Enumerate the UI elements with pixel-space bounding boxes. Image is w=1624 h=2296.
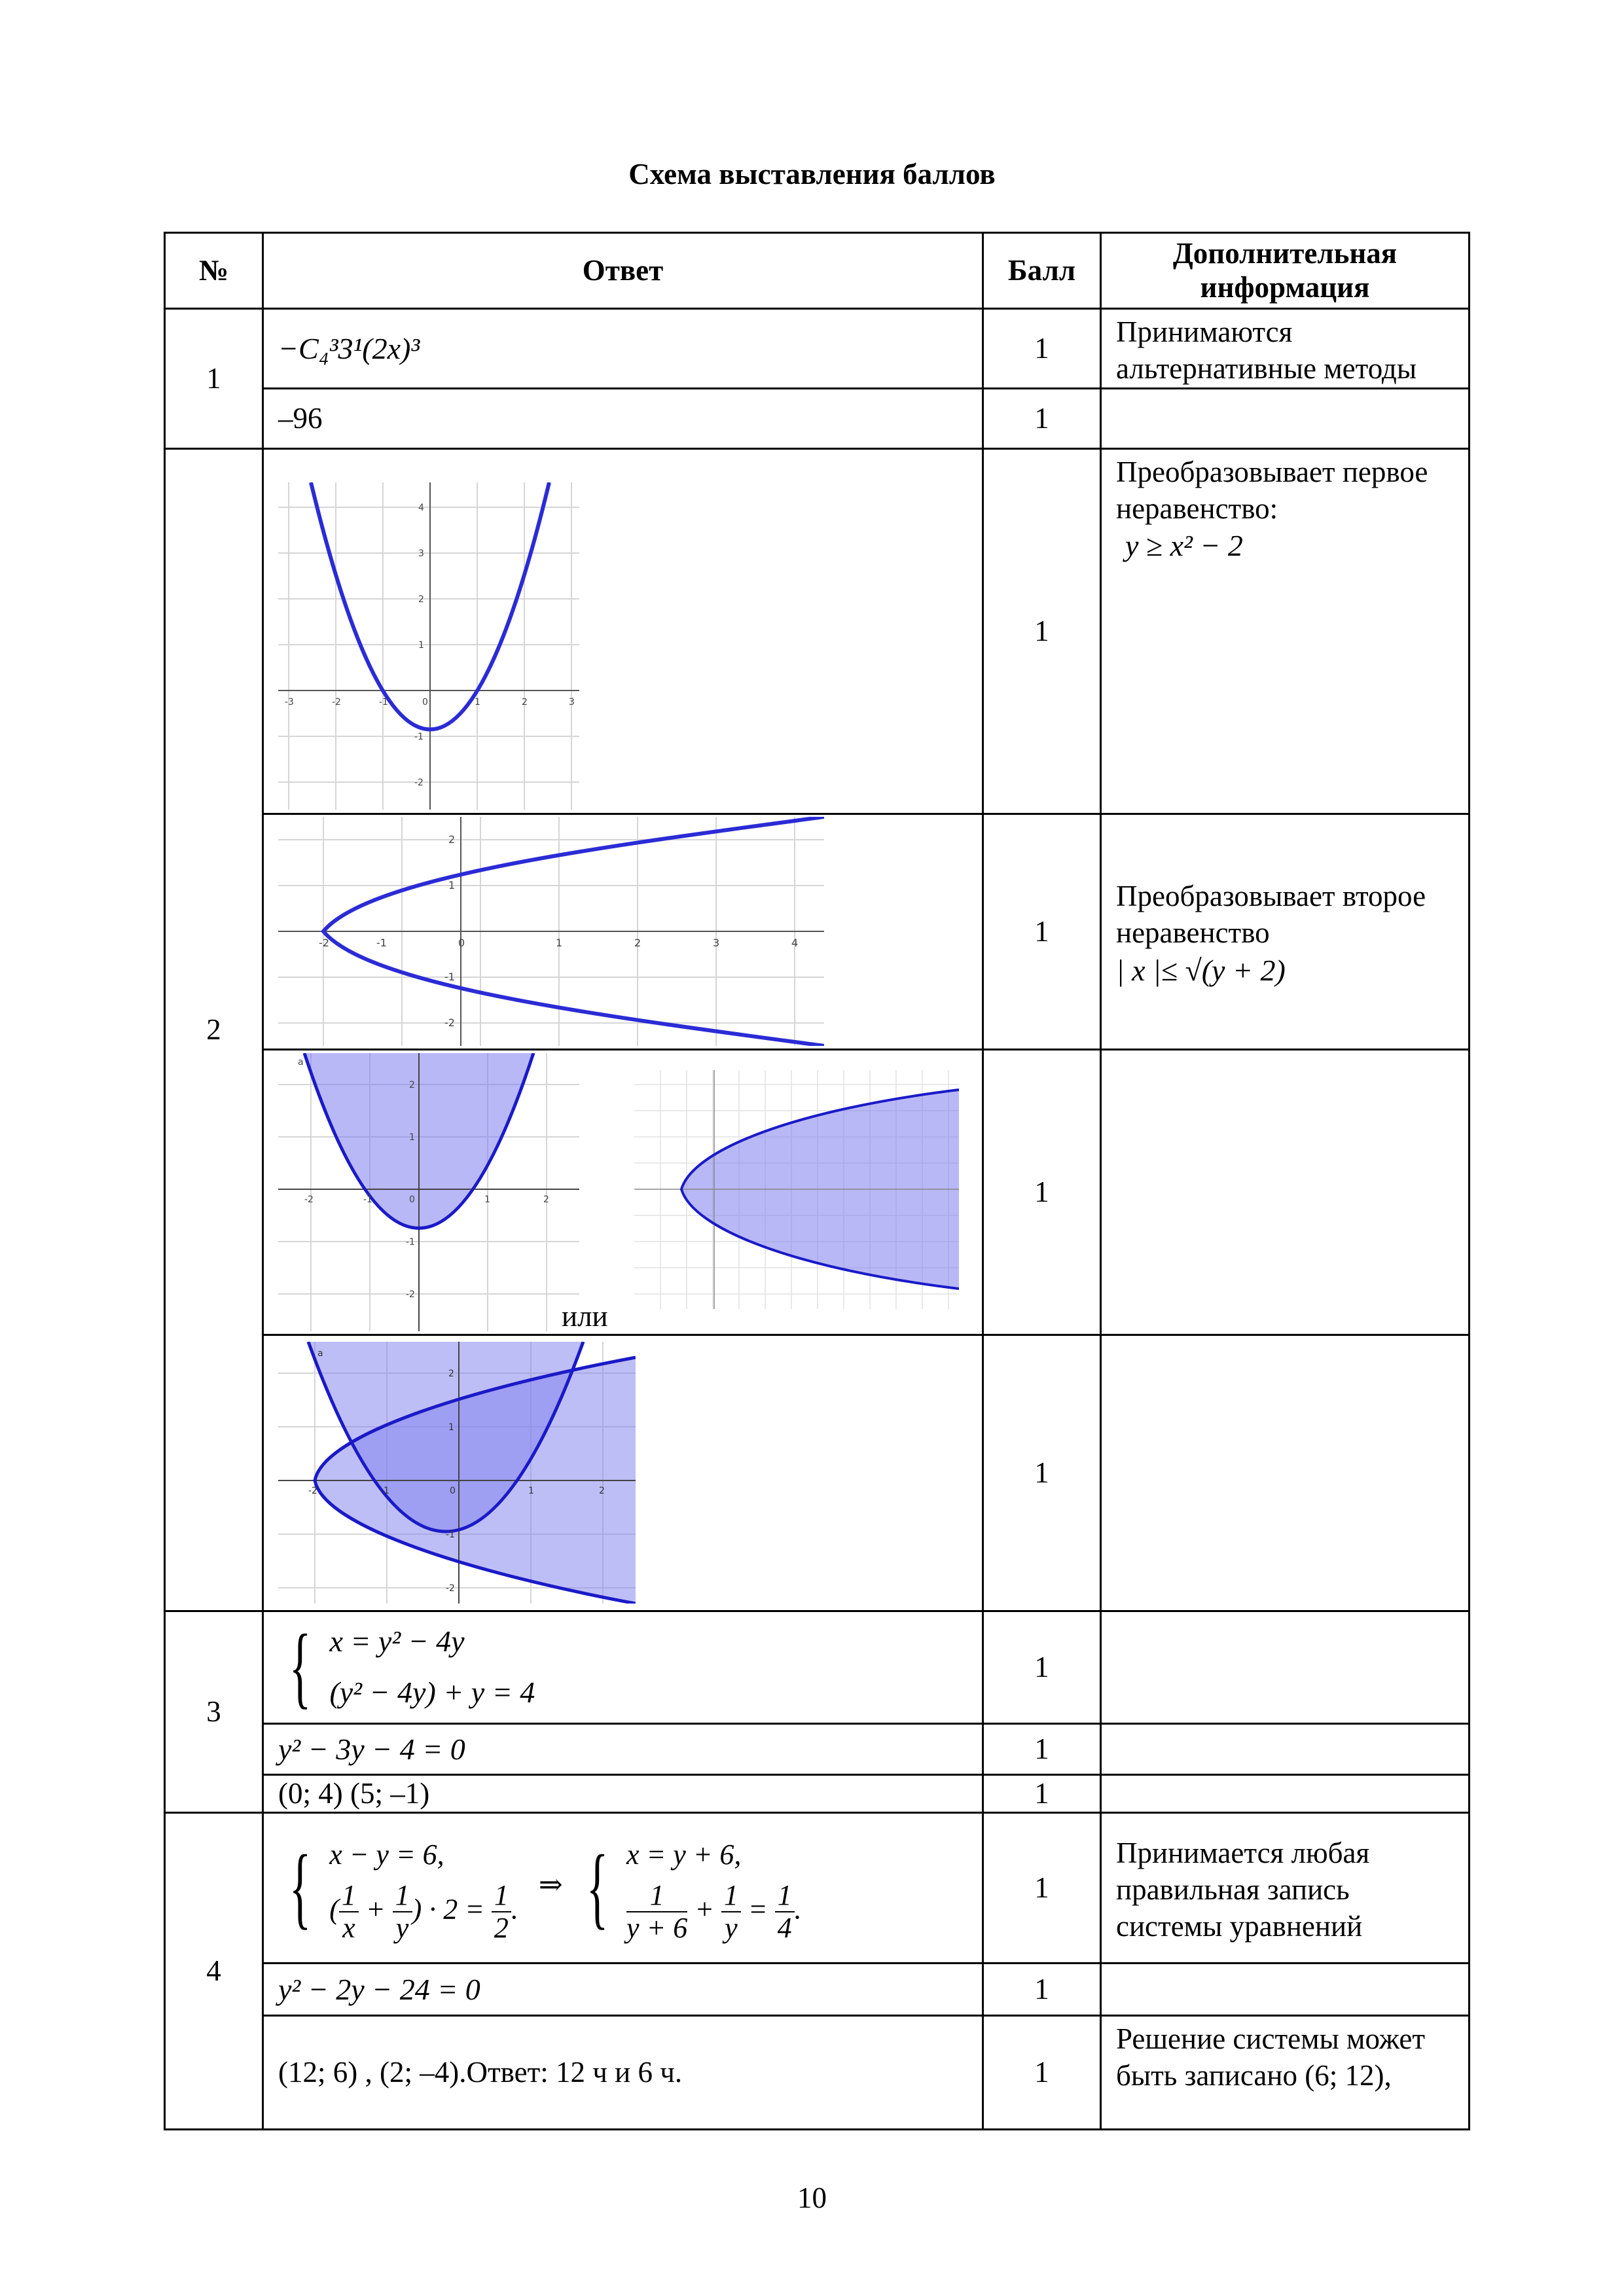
tick-label: -1 — [376, 937, 387, 949]
info-cell: Принимается любая правильная запись системы уравнений — [1101, 1812, 1470, 1963]
graph-sideways-parabola — [278, 817, 824, 1046]
tick-label: 2 — [418, 594, 424, 605]
implies-arrow: ⇒ — [538, 1869, 563, 1901]
answer-cell — [263, 1611, 983, 1723]
score-cell: 1 — [983, 448, 1101, 814]
tick-label: -1 — [380, 1486, 389, 1496]
table-row — [165, 309, 1470, 389]
info-cell — [1101, 1049, 1470, 1335]
tick-label: 2 — [543, 1194, 549, 1205]
info-cell — [1101, 1723, 1470, 1774]
answer-formula: −C₄³3¹(2x)³ — [278, 331, 420, 365]
info-formula: y ≥ x² − 2 — [1125, 529, 1243, 562]
tick-label: -1 — [406, 1236, 415, 1247]
equation-line: ( $\frac{1}{x}$ + $\frac{1}{y}$ ) · 2 = $\frac{1}{2}$ . — [329, 1879, 518, 1945]
table-row — [165, 1723, 1470, 1774]
question-number: 1 — [165, 309, 263, 449]
score-cell: 1 — [983, 388, 1101, 448]
tick-label: 2 — [522, 696, 528, 708]
score-cell: 1 — [983, 1723, 1101, 1774]
answer-cell: (12; 6) , (2; –4).Ответ: 12 ч и 6 ч. — [263, 2015, 983, 2129]
answer-cell — [263, 309, 983, 389]
score-cell: 1 — [983, 814, 1101, 1049]
table-row — [165, 1049, 1470, 1335]
tick-label: 2 — [448, 1369, 454, 1379]
graph-shaded-sideways-parabola — [634, 1070, 959, 1309]
score-cell: 1 — [983, 1335, 1101, 1611]
tick-label: 3 — [713, 937, 720, 949]
tick-label: -1 — [363, 1194, 372, 1205]
info-cell — [1101, 1774, 1470, 1812]
info-cell: Решение системы может быть записано (6; 12), — [1101, 2015, 1470, 2129]
tick-label: -2 — [446, 1583, 455, 1594]
score-cell: 1 — [983, 1774, 1101, 1812]
tick-label: -2 — [308, 1486, 317, 1496]
equation-line: x = y + 6, — [626, 1839, 742, 1871]
equation-line: (y² − 4y) + y = 4 — [329, 1676, 535, 1709]
table-row — [165, 1774, 1470, 1812]
graph-intersection-region — [278, 1342, 636, 1604]
tick-label: 1 — [409, 1132, 415, 1143]
graph-shaded-parabola — [278, 1053, 579, 1331]
tick-label: 1 — [475, 696, 480, 708]
tick-label: -2 — [414, 777, 424, 788]
tick-label: 2 — [409, 1079, 415, 1090]
info-cell — [1101, 814, 1470, 1049]
scoring-table — [164, 232, 1470, 2130]
table-row — [165, 1611, 1470, 1723]
page-title: Схема выставления баллов — [628, 158, 996, 190]
tick-label: 1 — [448, 879, 456, 891]
score-cell: 1 — [983, 2015, 1101, 2129]
answer-cell — [263, 448, 983, 814]
info-cell — [1101, 1335, 1470, 1611]
question-number: 2 — [165, 448, 263, 1611]
question-number: 3 — [165, 1611, 263, 1812]
tick-label: -2 — [304, 1194, 314, 1205]
table-row — [165, 448, 1470, 814]
graph-parabola — [278, 482, 579, 810]
tick-label: -2 — [332, 696, 341, 708]
table-row — [165, 1963, 1470, 2015]
system-brace: { — [586, 1837, 609, 1938]
answer-cell: (0; 4) (5; –1) — [263, 1774, 983, 1812]
tick-label: -1 — [444, 971, 455, 983]
tick-label: 3 — [418, 548, 424, 559]
table-row — [165, 2015, 1470, 2129]
answer-cell — [263, 1335, 983, 1611]
header-num: № — [165, 233, 263, 309]
system-brace: { — [289, 1616, 312, 1717]
answer-cell — [263, 1049, 983, 1335]
info-cell — [1101, 1963, 1470, 2015]
answer-cell — [263, 1812, 983, 1963]
page-number: 10 — [797, 2181, 827, 2214]
equation-system — [329, 1616, 535, 1718]
answer-cell: –96 — [263, 388, 983, 448]
score-cell: 1 — [983, 1611, 1101, 1723]
equation-line: $\frac{1}{y + 6}$ + $\frac{1}{y}$ = $\frac{1}{4}$ . — [626, 1879, 802, 1945]
tick-label: 1 — [556, 937, 563, 949]
tick-label: 4 — [418, 502, 424, 513]
tick-label: -2 — [406, 1289, 415, 1300]
or-label: или — [562, 1299, 608, 1333]
equation-line: x − y = 6, — [329, 1839, 444, 1871]
info-text: Преобразовывает первое неравенство: — [1116, 455, 1428, 525]
info-formula: | x |≤ √(y + 2) — [1116, 953, 1286, 987]
tick-label: -3 — [285, 696, 294, 708]
score-cell: 1 — [983, 1963, 1101, 2015]
tick-label: 3 — [569, 696, 575, 708]
equation-line: x = y² − 4y — [329, 1624, 465, 1658]
tick-label: 2 — [634, 937, 641, 949]
score-cell: 1 — [983, 1812, 1101, 1963]
tick-label: -1 — [414, 731, 424, 742]
tick-label: 0 — [458, 937, 465, 949]
table-row — [165, 814, 1470, 1049]
info-cell: Принимаются альтернативные методы — [1101, 309, 1470, 389]
info-cell — [1101, 448, 1470, 814]
equation-system — [329, 1831, 518, 1945]
tick-label: 1 — [418, 639, 424, 651]
tick-label: -1 — [446, 1530, 455, 1540]
tick-label: -2 — [444, 1016, 455, 1029]
question-number: 4 — [165, 1812, 263, 2129]
equation-system — [626, 1831, 802, 1945]
info-text: Преобразовывает второе неравенство — [1116, 880, 1426, 950]
answer-cell: y² − 3y − 4 = 0 — [263, 1723, 983, 1774]
answer-cell — [263, 814, 983, 1049]
figure-label: a — [298, 1056, 304, 1067]
tick-label: 0 — [450, 1486, 456, 1496]
tick-label: 4 — [791, 937, 799, 949]
header-answer: Ответ — [263, 233, 983, 309]
tick-label: 2 — [448, 833, 456, 846]
tick-label: 0 — [422, 696, 428, 708]
header-row — [165, 233, 1470, 309]
table-row — [165, 1812, 1470, 1963]
score-cell: 1 — [983, 309, 1101, 389]
table-row — [165, 1335, 1470, 1611]
tick-label: 1 — [528, 1486, 534, 1496]
tick-label: 2 — [599, 1486, 605, 1496]
info-cell — [1101, 388, 1470, 448]
tick-label: -1 — [379, 696, 388, 708]
score-cell: 1 — [983, 1049, 1101, 1335]
table-row — [165, 388, 1470, 448]
tick-label: 0 — [409, 1194, 415, 1205]
figure-label: a — [317, 1348, 323, 1359]
tick-label: -2 — [319, 937, 329, 949]
tick-label: 1 — [484, 1194, 490, 1205]
header-info: Дополнительная информация — [1101, 233, 1470, 309]
system-brace: { — [289, 1837, 312, 1938]
answer-cell: y² − 2y − 24 = 0 — [263, 1963, 983, 2015]
info-cell — [1101, 1611, 1470, 1723]
header-score: Балл — [983, 233, 1101, 309]
tick-label: 1 — [448, 1422, 454, 1433]
